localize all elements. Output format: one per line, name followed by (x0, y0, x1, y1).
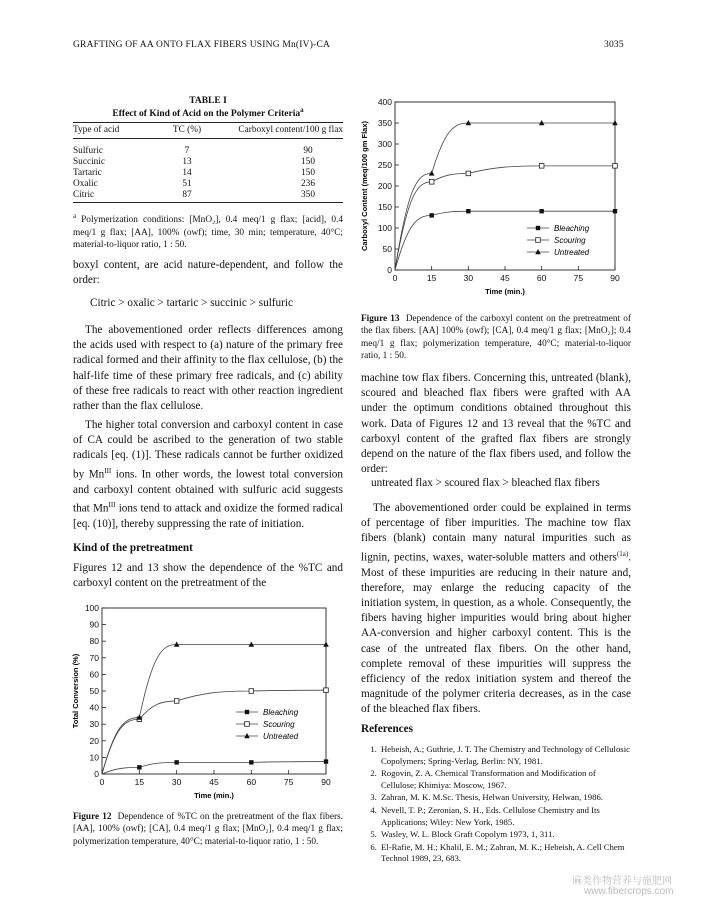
footnote-mark: a (73, 212, 77, 220)
left-paragraph-2: The abovementioned order reflects differences among the acids used with respect to (a) nature of the primary free radical formed and their affinity to the flax cellulose, (b) the half-life time of these primary free radicals, and (c) ability of these free radicals to react with other reaction ingredient rather than the flax cellulose. (73, 324, 343, 413)
table-title (73, 96, 343, 119)
x-tick-label: 75 (573, 273, 584, 283)
data-point-bleaching (324, 759, 328, 763)
table-row (73, 146, 343, 157)
y-tick-label: 50 (89, 686, 99, 696)
figure-12-label: Figure 12 (73, 812, 112, 822)
legend-label-scouring: Scouring (554, 236, 586, 245)
x-axis-label: Time (min.) (485, 287, 525, 296)
legend-label-untreated: Untreated (554, 248, 590, 257)
table-bottom-rule (73, 202, 343, 203)
y-tick-label: 100 (377, 223, 392, 233)
table-row (73, 179, 343, 190)
data-point-bleaching (174, 760, 178, 764)
x-tick-label: 90 (321, 777, 331, 787)
x-tick-label: 0 (392, 273, 398, 283)
y-tick-label: 70 (89, 652, 99, 663)
plot-frame (102, 608, 326, 774)
left-paragraph-4: Figures 12 and 13 show the dependence of the %TC and carboxyl content on the pretreatment of the (73, 562, 343, 590)
p3-sup-2: III (108, 500, 116, 509)
data-point-scouring (324, 688, 329, 693)
y-tick-label: 20 (89, 735, 99, 746)
x-tick-label: 90 (610, 273, 620, 283)
x-tick-label: 60 (246, 777, 257, 787)
table-cell: 350 (301, 190, 315, 200)
x-tick-label: 60 (536, 273, 547, 283)
legend-marker (244, 733, 250, 738)
y-tick-label: 350 (377, 118, 392, 128)
col-header: Type of acid (73, 125, 120, 135)
p3-text-b: ions. In other words, the lowest total conversion and carboxyl content obtained with sulfuric acid suggests that Mn (73, 468, 343, 515)
y-tick-label: 250 (377, 160, 392, 170)
legend-marker (536, 226, 540, 230)
x-tick-label: 45 (500, 273, 510, 283)
legend-label-bleaching: Bleaching (263, 708, 299, 717)
table-cell: 90 (303, 146, 313, 156)
section-heading: Kind of the pretreatment (73, 542, 193, 554)
table-cell: 236 (301, 179, 315, 189)
x-tick-label: 15 (426, 273, 437, 283)
data-point-untreated (323, 642, 329, 647)
data-point-scouring (174, 699, 179, 704)
table-top-rule (73, 122, 343, 123)
legend-label-untreated: Untreated (263, 732, 299, 741)
table-cell: 150 (301, 157, 315, 167)
x-axis-label: Time (min.) (194, 791, 234, 800)
reference-item: 6. El-Rafie, M. H.; Khalil, E. M.; Zahran, M. K.; Hebeish, A. Cell Chem Technol 1989, 23, 683. (379, 842, 633, 865)
left-paragraph-1: boxyl content, are acid nature-dependent, and follow the order: (73, 259, 343, 287)
table-cell: 51 (182, 179, 192, 189)
data-point-bleaching (466, 209, 470, 213)
watermark-line-1: 麻类作物营养与施肥网 (572, 876, 672, 887)
table-caption-text: Effect of Kind of Acid on the Polymer Criteria (112, 109, 301, 120)
data-point-untreated (539, 120, 545, 125)
x-tick-label: 75 (283, 777, 294, 787)
p3-text-a: The higher total conversion and carboxyl content in case of CA could be ascribed to the generation of two stable radicals [eq. (1)]. These radicals cannot be further oxidized by Mn (73, 419, 343, 481)
page-number: 3035 (604, 40, 624, 50)
reference-item: 5. Wasley, W. L. Block Graft Copolym 1973, 1, 311. (379, 829, 633, 841)
y-tick-label: 150 (377, 202, 392, 212)
figure-12-caption-text: Dependence of %TC on the pretreatment of the flax fibers. [AA], 100% (owf); [CA], 0.4 meq/1 g flax; [MnO₂], 0.4 meq/1 g flax; polymerization temperature, 40°C; material-to-liquor ratio, 1 : 50. (73, 812, 343, 847)
table-footnote (73, 210, 343, 251)
x-tick-label: 0 (99, 777, 105, 787)
data-point-bleaching (613, 209, 617, 213)
table-row (73, 190, 343, 201)
col-header: TC (%) (172, 125, 202, 135)
y-tick-label: 0 (94, 769, 99, 779)
data-point-scouring (466, 171, 471, 176)
legend-label-bleaching: Bleaching (554, 224, 590, 233)
figure-12-caption (73, 811, 343, 848)
p2-text-b: . Most of these impurities are reducing in their nature and, therefore, may enlarge the reducing capacity of the initiation system, in question, as a whole. Consequently, the fibers having higher impurities would bring about higher AA-conversion and higher carboxyl content. This is the case of the untreated flax fibers. On the other hand, complete removal of these impurities will suppress the efficiency of the redox initiation system and thereof the magnitude of the polymer criteria decreases, as in the case of the bleached flax fibers. (361, 551, 631, 716)
footnote-text: Polymerization conditions: [MnO₂], 0.4 meq/1 g flax; [acid], 0.4 meq/1 g flax; [AA], 100% (owf); time, 30 min; temperature, 40°C; material-to-liquor ratio, 1 : 50. (73, 215, 343, 250)
legend-marker (245, 710, 249, 714)
table-cell: Succinic (73, 157, 106, 167)
references-heading: References (361, 723, 413, 735)
col-header: Carboxyl content/100 g flax (238, 125, 343, 135)
data-point-scouring (429, 180, 434, 185)
table-cell: Citric (73, 190, 95, 200)
y-tick-label: 30 (89, 719, 99, 730)
y-tick-label: 0 (387, 265, 392, 275)
p3-sup-1: III (104, 466, 112, 475)
y-tick-label: 80 (89, 636, 99, 647)
y-tick-label: 90 (89, 619, 99, 630)
right-paragraph-1: machine tow flax fibers. Concerning this, untreated (blank), scoured and bleached flax fibers were grafted with AA under the optimum conditions obtained throughout this work. Data of Figures 12 and 13 reveal that the %TC and carboxyl content of the grafted flax fibers are strongly depend on the nature of the flax fibers used, and follow the order: (361, 372, 631, 476)
left-paragraph-3 (73, 418, 343, 532)
data-point-scouring (613, 164, 618, 169)
table-cell: 13 (182, 157, 192, 167)
y-tick-label: 100 (84, 603, 99, 613)
y-tick-label: 10 (89, 752, 99, 763)
reference-item: 3. Zahran, M. K. M.Sc. Thesis, Helwan University, Helwan, 1986. (379, 792, 633, 804)
table-number: TABLE I (189, 96, 227, 106)
y-tick-label: 60 (89, 669, 99, 680)
data-point-untreated (612, 120, 618, 125)
table-cell: 7 (184, 146, 190, 156)
data-point-scouring (249, 689, 254, 694)
table-cell: Tartaric (73, 168, 102, 178)
data-point-scouring (539, 164, 544, 169)
pretreatment-order: untreated flax > scoured flax > bleached flax fibers (371, 477, 600, 489)
data-point-bleaching (429, 213, 433, 217)
table-cell: Oxalic (73, 179, 98, 189)
figure-13-label: Figure 13 (361, 314, 400, 324)
reference-item: 4. Nevell, T. P.; Zeronian, S. H., Eds. Cellulose Chemistry and Its Applications; Wiley: New York, 1985. (379, 805, 633, 828)
reference-item: 1. Hebeish, A.; Guthrie, J. T. The Chemistry and Technology of Cellulosic Copolymers; Spring-Verlag, Berlin: NY, 1981. (379, 744, 633, 767)
p3-text-c: ions tend to attack and oxidize the formed radical [eq. (10)], thereby suppressing the rate of initiation. (73, 502, 343, 530)
references-list (361, 744, 633, 866)
y-axis-label: Total Conversion (%) (71, 653, 80, 729)
reference-item: 2. Rogovin, Z. A. Chemical Transformation and Modification of Cellulose; Khimiya: Moscow, 1967. (379, 768, 633, 791)
watermark-line-2: www.fibercrops.com (584, 886, 674, 897)
figure-13-caption (361, 313, 631, 363)
data-point-bleaching (249, 760, 253, 764)
table-cell: 14 (182, 168, 192, 178)
y-tick-label: 50 (382, 244, 392, 254)
legend-label-scouring: Scouring (263, 720, 295, 729)
p2-sup: (1a) (616, 549, 629, 558)
y-tick-label: 200 (377, 181, 392, 191)
data-point-untreated (249, 642, 255, 647)
figure-13-caption-text: Dependence of the carboxyl content on the pretreatment of the flax fibers. [AA] 100% (owf); [CA], 0.4 meq/1 g flax; [MnO₂]; 0.4 meq/1 g flax; polymerization temperature, 40°C; material-to-liquor ratio, 1 : 50. (361, 314, 631, 362)
p2-text-a: The abovementioned order could be explained in terms of percentage of fiber impurities. The machine tow flax fibers (blank) contain many natural impurities such as lignin, pectins, waxes, water-soluble matters and others (361, 502, 631, 564)
table-cell: 150 (301, 168, 315, 178)
y-tick-label: 300 (377, 139, 392, 149)
table-body (73, 146, 343, 201)
running-title: GRAFTING OF AA ONTO FLAX FIBERS USING Mn(IV)-CA (73, 40, 331, 50)
table-row (73, 157, 343, 168)
table-caption (73, 106, 343, 119)
data-point-bleaching (539, 209, 543, 213)
legend-marker (536, 238, 541, 243)
y-tick-label: 40 (89, 702, 99, 713)
figure-13-chart (357, 92, 627, 304)
acid-order: Citric > oxalic > tartaric > succinic > sulfuric (90, 297, 293, 309)
table-cell: Sulfuric (73, 146, 103, 156)
y-axis-label: Carboxyl Content (meq/100 gm Flax) (360, 120, 369, 252)
x-tick-label: 15 (134, 777, 145, 787)
data-point-untreated (429, 170, 435, 175)
table-caption-sup: a (300, 106, 304, 114)
x-tick-label: 30 (171, 777, 182, 787)
figure-12-chart (68, 598, 348, 808)
table-header (73, 125, 343, 136)
table-cell: 87 (182, 190, 192, 200)
legend-marker (245, 722, 250, 727)
right-paragraph-2 (361, 501, 631, 718)
x-tick-label: 45 (209, 777, 219, 787)
table-row (73, 168, 343, 179)
y-tick-label: 400 (377, 97, 392, 107)
x-tick-label: 30 (463, 273, 474, 283)
table-header-rule (73, 138, 343, 139)
data-point-bleaching (137, 765, 141, 769)
